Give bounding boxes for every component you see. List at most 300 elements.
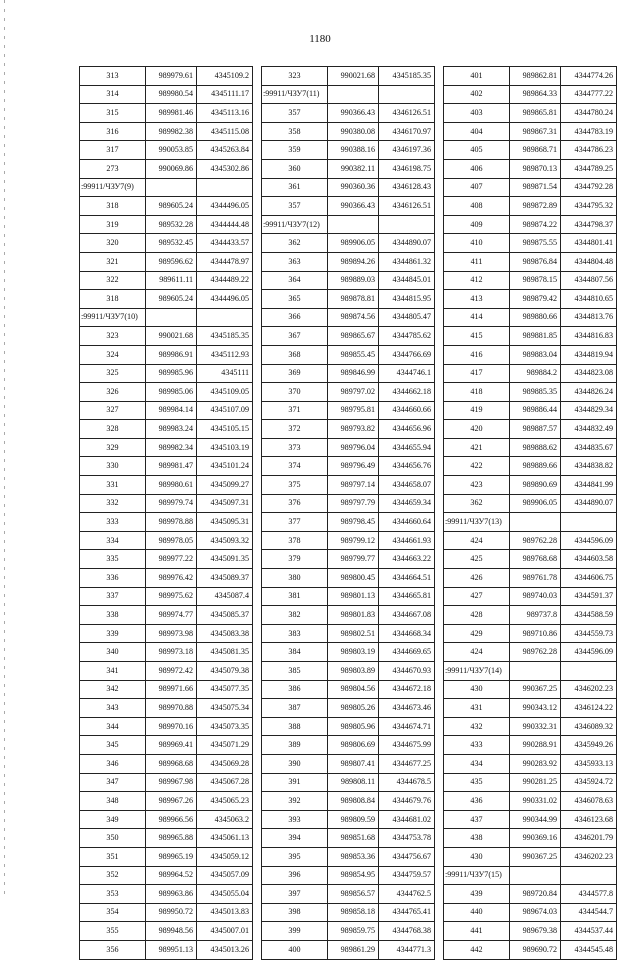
table-row	[262, 345, 435, 364]
y-coordinate-cell: 4344816.83	[561, 327, 617, 346]
y-coordinate-cell: 4344674.71	[379, 717, 435, 736]
y-coordinate-cell: 4345073.35	[197, 717, 253, 736]
point-number-cell: 421	[444, 438, 510, 457]
y-coordinate-cell: 4344668.34	[379, 624, 435, 643]
y-coordinate-cell: 4345933.13	[561, 754, 617, 773]
y-coordinate-cell: 4344777.22	[561, 85, 617, 104]
point-number-cell: 433	[444, 736, 510, 755]
point-number-cell: 319	[80, 215, 146, 234]
table-row	[444, 345, 617, 364]
y-coordinate-cell: 4345065.23	[197, 792, 253, 811]
x-coordinate-cell: 989805.26	[328, 699, 379, 718]
parcel-header-cell: :99911/ЧЗУ7(13)	[444, 513, 510, 532]
x-coordinate-cell: 990367.25	[510, 847, 561, 866]
parcel-header-cell: :99911/ЧЗУ7(11)	[262, 85, 328, 104]
x-coordinate-cell: 989862.81	[510, 67, 561, 86]
point-number-cell: 404	[444, 122, 510, 141]
table-row	[80, 383, 253, 402]
y-coordinate-cell: 4344681.02	[379, 810, 435, 829]
x-coordinate-cell: 989532.28	[146, 215, 197, 234]
x-coordinate-cell: 989950.72	[146, 903, 197, 922]
x-coordinate-cell: 989971.66	[146, 680, 197, 699]
point-number-cell: 330	[80, 457, 146, 476]
x-coordinate-cell: 989808.11	[328, 773, 379, 792]
table-row	[262, 699, 435, 718]
point-number-cell: 406	[444, 159, 510, 178]
x-coordinate-cell: 989951.13	[146, 940, 197, 959]
table-row	[262, 717, 435, 736]
table-row	[444, 457, 617, 476]
table-row	[444, 252, 617, 271]
table-row	[262, 234, 435, 253]
parcel-header-cell: :99911/ЧЗУ7(10)	[80, 308, 146, 327]
table-row	[444, 531, 617, 550]
table-row	[262, 308, 435, 327]
point-number-cell: 441	[444, 922, 510, 941]
y-coordinate-cell: 4344813.76	[561, 308, 617, 327]
x-coordinate-cell: 989876.84	[510, 252, 561, 271]
y-coordinate-cell: 4344753.78	[379, 829, 435, 848]
x-coordinate-cell: 989906.05	[328, 234, 379, 253]
table-row	[262, 736, 435, 755]
y-coordinate-cell: 4344798.37	[561, 215, 617, 234]
table-row	[262, 438, 435, 457]
y-coordinate-cell: 4345105.15	[197, 420, 253, 439]
x-coordinate-cell: 990283.92	[510, 754, 561, 773]
y-coordinate-cell: 4344829.34	[561, 401, 617, 420]
x-coordinate-cell: 990288.91	[510, 736, 561, 755]
x-coordinate-cell: 989804.56	[328, 680, 379, 699]
point-number-cell: 439	[444, 885, 510, 904]
table-row	[262, 494, 435, 513]
y-coordinate-cell: 4345091.35	[197, 550, 253, 569]
table-row	[262, 847, 435, 866]
point-number-cell: 424	[444, 643, 510, 662]
y-coordinate-cell: 4345067.28	[197, 773, 253, 792]
point-number-cell: 398	[262, 903, 328, 922]
x-coordinate-cell: 990382.11	[328, 159, 379, 178]
x-coordinate-cell: 989948.56	[146, 922, 197, 941]
table-row	[262, 940, 435, 959]
table-row	[262, 215, 435, 234]
table-row	[80, 885, 253, 904]
x-coordinate-cell: 989980.54	[146, 85, 197, 104]
table-row	[444, 829, 617, 848]
y-coordinate-cell: 4344762.5	[379, 885, 435, 904]
x-coordinate-cell: 989808.84	[328, 792, 379, 811]
x-coordinate-cell: 989985.06	[146, 383, 197, 402]
y-coordinate-cell: 4345013.26	[197, 940, 253, 959]
point-number-cell: 372	[262, 420, 328, 439]
point-number-cell: 384	[262, 643, 328, 662]
table-row	[262, 104, 435, 123]
y-coordinate-cell: 4344823.08	[561, 364, 617, 383]
y-coordinate-cell: 4344819.94	[561, 345, 617, 364]
x-coordinate-cell: 989797.02	[328, 383, 379, 402]
y-coordinate-cell: 4345302.86	[197, 159, 253, 178]
x-coordinate-cell: 990366.43	[328, 104, 379, 123]
point-number-cell: 273	[80, 159, 146, 178]
point-number-cell: 316	[80, 122, 146, 141]
point-number-cell: 360	[262, 159, 328, 178]
point-number-cell: 438	[444, 829, 510, 848]
table-row	[80, 680, 253, 699]
point-number-cell: 334	[80, 531, 146, 550]
point-number-cell: 339	[80, 624, 146, 643]
table-row	[444, 680, 617, 699]
y-coordinate-cell: 4345085.37	[197, 606, 253, 625]
point-number-cell: 419	[444, 401, 510, 420]
x-coordinate-cell	[510, 662, 561, 681]
point-number-cell: 318	[80, 197, 146, 216]
y-coordinate-cell: 4344496.05	[197, 197, 253, 216]
table-row	[80, 290, 253, 309]
y-coordinate-cell: 4345949.26	[561, 736, 617, 755]
point-number-cell: 416	[444, 345, 510, 364]
table-row	[444, 885, 617, 904]
y-coordinate-cell: 4346201.79	[561, 829, 617, 848]
y-coordinate-cell: 4345263.84	[197, 141, 253, 160]
point-number-cell: 400	[262, 940, 328, 959]
x-coordinate-cell: 989809.59	[328, 810, 379, 829]
table-row	[444, 662, 617, 681]
table-row	[80, 643, 253, 662]
x-coordinate-cell: 989984.14	[146, 401, 197, 420]
point-number-cell: 417	[444, 364, 510, 383]
x-coordinate-cell	[146, 178, 197, 197]
point-number-cell: 435	[444, 773, 510, 792]
point-number-cell: 376	[262, 494, 328, 513]
table-row	[262, 903, 435, 922]
point-number-cell: 352	[80, 866, 146, 885]
y-coordinate-cell: 4345095.31	[197, 513, 253, 532]
table-row	[262, 885, 435, 904]
table-row	[444, 940, 617, 959]
table-row	[444, 178, 617, 197]
point-number-cell: 350	[80, 829, 146, 848]
x-coordinate-cell: 989967.26	[146, 792, 197, 811]
y-coordinate-cell: 4344669.65	[379, 643, 435, 662]
table-row	[80, 550, 253, 569]
x-coordinate-cell: 989963.86	[146, 885, 197, 904]
table-row	[444, 104, 617, 123]
point-number-cell: 323	[262, 67, 328, 86]
x-coordinate-cell	[328, 85, 379, 104]
table-row	[80, 308, 253, 327]
table-row	[80, 494, 253, 513]
x-coordinate-cell: 989981.46	[146, 104, 197, 123]
table-row	[262, 252, 435, 271]
table-row	[262, 197, 435, 216]
x-coordinate-cell: 989980.61	[146, 476, 197, 495]
x-coordinate-cell	[510, 513, 561, 532]
table-row	[444, 141, 617, 160]
table-row	[80, 457, 253, 476]
x-coordinate-cell: 989799.77	[328, 550, 379, 569]
point-number-cell: 325	[80, 364, 146, 383]
table-row	[80, 699, 253, 718]
x-coordinate-cell: 989976.42	[146, 569, 197, 588]
point-number-cell: 425	[444, 550, 510, 569]
x-coordinate-cell: 990369.16	[510, 829, 561, 848]
point-number-cell: 322	[80, 271, 146, 290]
x-coordinate-cell: 989740.03	[510, 587, 561, 606]
point-number-cell: 407	[444, 178, 510, 197]
point-number-cell: 399	[262, 922, 328, 941]
y-coordinate-cell: 4345083.38	[197, 624, 253, 643]
table-row	[262, 141, 435, 160]
table-row	[444, 717, 617, 736]
x-coordinate-cell: 989964.52	[146, 866, 197, 885]
point-number-cell: 329	[80, 438, 146, 457]
x-coordinate-cell: 989881.85	[510, 327, 561, 346]
point-number-cell: 428	[444, 606, 510, 625]
table-row	[262, 606, 435, 625]
y-coordinate-cell: 4346123.68	[561, 810, 617, 829]
y-coordinate-cell: 4344801.41	[561, 234, 617, 253]
point-number-cell: 387	[262, 699, 328, 718]
x-coordinate-cell: 990388.16	[328, 141, 379, 160]
table-row	[80, 476, 253, 495]
y-coordinate-cell: 4345924.72	[561, 773, 617, 792]
point-number-cell: 418	[444, 383, 510, 402]
x-coordinate-cell: 989800.45	[328, 569, 379, 588]
table-row	[444, 792, 617, 811]
y-coordinate-cell: 4345061.13	[197, 829, 253, 848]
x-coordinate-cell: 989803.19	[328, 643, 379, 662]
point-number-cell: 403	[444, 104, 510, 123]
y-coordinate-cell: 4346126.51	[379, 197, 435, 216]
point-number-cell: 362	[444, 494, 510, 513]
table-row	[262, 290, 435, 309]
table-row	[80, 922, 253, 941]
point-number-cell: 402	[444, 85, 510, 104]
point-number-cell: 420	[444, 420, 510, 439]
y-coordinate-cell: 4344890.07	[379, 234, 435, 253]
x-coordinate-cell: 989805.96	[328, 717, 379, 736]
y-coordinate-cell: 4345111	[197, 364, 253, 383]
point-number-cell: 385	[262, 662, 328, 681]
table-row	[262, 829, 435, 848]
point-number-cell: 333	[80, 513, 146, 532]
point-number-cell: 390	[262, 754, 328, 773]
table-row	[444, 271, 617, 290]
x-coordinate-cell: 989799.12	[328, 531, 379, 550]
x-coordinate-cell: 989802.51	[328, 624, 379, 643]
point-number-cell: 377	[262, 513, 328, 532]
point-number-cell: 374	[262, 457, 328, 476]
point-number-cell: 391	[262, 773, 328, 792]
table-row	[444, 736, 617, 755]
table-row	[262, 550, 435, 569]
x-coordinate-cell: 989968.68	[146, 754, 197, 773]
table-row	[80, 159, 253, 178]
y-coordinate-cell	[561, 866, 617, 885]
point-number-cell: 431	[444, 699, 510, 718]
y-coordinate-cell: 4345112.93	[197, 345, 253, 364]
x-coordinate-cell: 989793.82	[328, 420, 379, 439]
y-coordinate-cell: 4345107.09	[197, 401, 253, 420]
table-row	[444, 754, 617, 773]
table-row	[80, 569, 253, 588]
y-coordinate-cell: 4345071.29	[197, 736, 253, 755]
y-coordinate-cell	[197, 308, 253, 327]
point-number-cell: 356	[80, 940, 146, 959]
point-number-cell: 363	[262, 252, 328, 271]
x-coordinate-cell: 989864.33	[510, 85, 561, 104]
point-number-cell: 344	[80, 717, 146, 736]
point-number-cell: 392	[262, 792, 328, 811]
x-coordinate-cell: 990281.25	[510, 773, 561, 792]
x-coordinate-cell: 989878.15	[510, 271, 561, 290]
point-number-cell: 335	[80, 550, 146, 569]
y-coordinate-cell: 4344444.48	[197, 215, 253, 234]
y-coordinate-cell: 4345055.04	[197, 885, 253, 904]
table-row	[80, 847, 253, 866]
y-coordinate-cell	[561, 662, 617, 681]
x-coordinate-cell: 989762.28	[510, 643, 561, 662]
x-coordinate-cell: 989807.41	[328, 754, 379, 773]
x-coordinate-cell: 989853.36	[328, 847, 379, 866]
y-coordinate-cell: 4345059.12	[197, 847, 253, 866]
table-row	[444, 401, 617, 420]
y-coordinate-cell: 4344489.22	[197, 271, 253, 290]
x-coordinate-cell	[328, 215, 379, 234]
x-coordinate-cell: 989872.89	[510, 197, 561, 216]
point-number-cell: 338	[80, 606, 146, 625]
x-coordinate-cell: 989878.81	[328, 290, 379, 309]
point-number-cell: 357	[262, 197, 328, 216]
point-number-cell: 354	[80, 903, 146, 922]
table-row	[80, 587, 253, 606]
point-number-cell: 348	[80, 792, 146, 811]
x-coordinate-cell: 989796.04	[328, 438, 379, 457]
point-number-cell: 370	[262, 383, 328, 402]
y-coordinate-cell: 4344786.23	[561, 141, 617, 160]
x-coordinate-cell: 989798.45	[328, 513, 379, 532]
table-row	[444, 922, 617, 941]
x-coordinate-cell: 990332.31	[510, 717, 561, 736]
table-row	[262, 67, 435, 86]
x-coordinate-cell: 989865.81	[510, 104, 561, 123]
y-coordinate-cell: 4345185.35	[379, 67, 435, 86]
table-row	[444, 699, 617, 718]
table-row	[80, 420, 253, 439]
y-coordinate-cell: 4344805.47	[379, 308, 435, 327]
x-coordinate-cell: 989762.28	[510, 531, 561, 550]
point-number-cell: 317	[80, 141, 146, 160]
y-coordinate-cell: 4344673.46	[379, 699, 435, 718]
point-number-cell: 318	[80, 290, 146, 309]
point-number-cell: 326	[80, 383, 146, 402]
point-number-cell: 365	[262, 290, 328, 309]
x-coordinate-cell: 989982.38	[146, 122, 197, 141]
y-coordinate-cell: 4344766.69	[379, 345, 435, 364]
table-row	[262, 513, 435, 532]
point-number-cell: 373	[262, 438, 328, 457]
point-number-cell: 427	[444, 587, 510, 606]
table-row	[80, 662, 253, 681]
x-coordinate-cell: 989978.05	[146, 531, 197, 550]
scan-margin-line	[4, 0, 5, 898]
x-coordinate-cell	[510, 866, 561, 885]
x-coordinate-cell: 989875.55	[510, 234, 561, 253]
table-row	[444, 85, 617, 104]
point-number-cell: 440	[444, 903, 510, 922]
table-row	[444, 866, 617, 885]
y-coordinate-cell: 4345103.19	[197, 438, 253, 457]
coordinates-table-column-3	[443, 66, 617, 960]
point-number-cell: 430	[444, 847, 510, 866]
point-number-cell: 362	[262, 234, 328, 253]
table-row	[80, 271, 253, 290]
x-coordinate-cell: 989851.68	[328, 829, 379, 848]
x-coordinate-cell: 989611.11	[146, 271, 197, 290]
x-coordinate-cell: 990343.12	[510, 699, 561, 718]
x-coordinate-cell: 989880.66	[510, 308, 561, 327]
y-coordinate-cell: 4344795.32	[561, 197, 617, 216]
table-row	[444, 197, 617, 216]
x-coordinate-cell: 989865.67	[328, 327, 379, 346]
parcel-header-cell: :99911/ЧЗУ7(14)	[444, 662, 510, 681]
point-number-cell: 361	[262, 178, 328, 197]
table-row	[80, 234, 253, 253]
y-coordinate-cell: 4345081.35	[197, 643, 253, 662]
x-coordinate-cell: 989867.31	[510, 122, 561, 141]
x-coordinate-cell: 989979.74	[146, 494, 197, 513]
x-coordinate-cell: 989973.98	[146, 624, 197, 643]
x-coordinate-cell: 989883.04	[510, 345, 561, 364]
parcel-header-cell: :99911/ЧЗУ7(12)	[262, 215, 328, 234]
point-number-cell: 359	[262, 141, 328, 160]
table-row	[80, 940, 253, 959]
y-coordinate-cell: 4344774.26	[561, 67, 617, 86]
x-coordinate-cell: 989856.57	[328, 885, 379, 904]
y-coordinate-cell: 4344678.5	[379, 773, 435, 792]
x-coordinate-cell: 989983.24	[146, 420, 197, 439]
point-number-cell: 375	[262, 476, 328, 495]
table-row	[80, 866, 253, 885]
table-row	[80, 624, 253, 643]
x-coordinate-cell: 989737.8	[510, 606, 561, 625]
table-row	[444, 773, 617, 792]
y-coordinate-cell: 4344496.05	[197, 290, 253, 309]
y-coordinate-cell: 4344544.7	[561, 903, 617, 922]
x-coordinate-cell: 989978.88	[146, 513, 197, 532]
point-number-cell: 412	[444, 271, 510, 290]
x-coordinate-cell: 989969.41	[146, 736, 197, 755]
table-row	[444, 67, 617, 86]
point-number-cell: 353	[80, 885, 146, 904]
table-row	[262, 457, 435, 476]
y-coordinate-cell: 4344667.08	[379, 606, 435, 625]
y-coordinate-cell: 4345063.2	[197, 810, 253, 829]
table-row	[444, 290, 617, 309]
y-coordinate-cell: 4345111.17	[197, 85, 253, 104]
point-number-cell: 426	[444, 569, 510, 588]
table-row	[80, 606, 253, 625]
y-coordinate-cell: 4344835.67	[561, 438, 617, 457]
table-row	[444, 847, 617, 866]
table-row	[262, 754, 435, 773]
table-row	[80, 773, 253, 792]
table-row	[444, 234, 617, 253]
point-number-cell: 409	[444, 215, 510, 234]
table-row	[262, 773, 435, 792]
x-coordinate-cell	[146, 308, 197, 327]
table-row	[80, 531, 253, 550]
y-coordinate-cell: 4344675.99	[379, 736, 435, 755]
